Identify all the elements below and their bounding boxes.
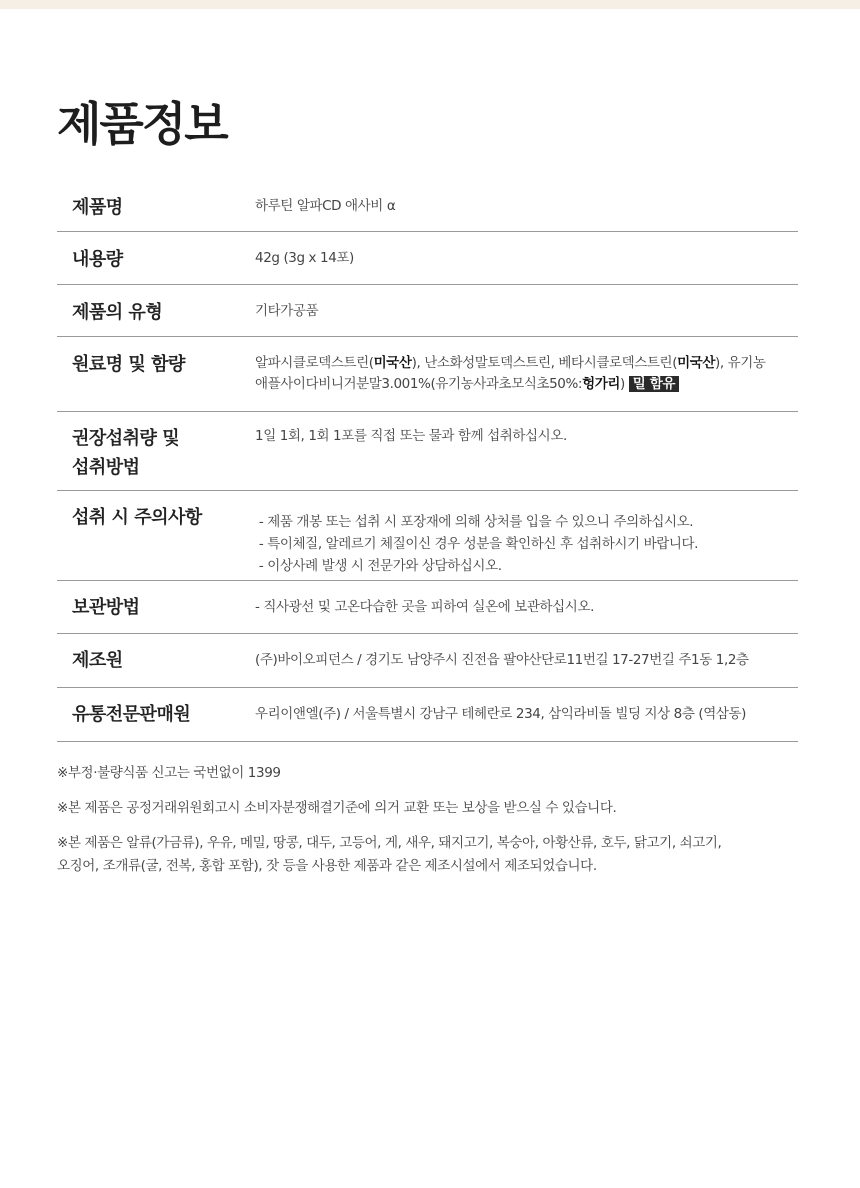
row-value: 기타가공품 bbox=[255, 303, 319, 319]
row-distributor bbox=[57, 688, 798, 742]
row-label: 제조원 bbox=[72, 650, 123, 671]
row-label: 섭취 시 주의사항 bbox=[72, 507, 202, 528]
row-label: 제품명 bbox=[72, 197, 123, 218]
row-label: 권장섭취량 및 섭취방법 bbox=[72, 428, 180, 478]
row-product-name bbox=[57, 180, 798, 232]
row-volume bbox=[57, 232, 798, 285]
row-precautions bbox=[57, 491, 798, 581]
row-value: 우리이앤엘(주) / 서울특별시 강남구 테헤란로 234, 삼익라비돌 빌딩 지상 8층 (역삼동) bbox=[255, 706, 747, 722]
row-intake-method bbox=[57, 412, 798, 491]
row-value bbox=[255, 503, 798, 580]
page-title: 제품정보 bbox=[57, 97, 227, 151]
top-accent-strip bbox=[0, 0, 860, 9]
row-label: 내용량 bbox=[72, 249, 123, 270]
row-label: 보관방법 bbox=[72, 597, 140, 618]
precaution-item: - 제품 개봉 또는 섭취 시 포장재에 의해 상처를 입을 수 있으니 주의하십시오. bbox=[255, 514, 694, 530]
notice-section bbox=[57, 762, 802, 890]
ingredients-line-1: 알파시클로덱스트린(미국산), 난소화성말토덱스트린, 베타시클로덱스트린(미국산), 유기농 bbox=[255, 355, 766, 371]
row-product-type bbox=[57, 285, 798, 337]
ingredients-line-2: 애플사이다비니거분말3.001%(유기농사과초모식초50%:헝가리) 밀 함유 bbox=[255, 374, 798, 395]
notice-report: ※부정·불량식품 신고는 국번없이 1399 bbox=[57, 765, 281, 781]
notice-compensation: ※본 제품은 공정거래위원회고시 소비자분쟁해결기준에 의거 교환 또는 보상을 받으실 수 있습니다. bbox=[57, 800, 617, 816]
precaution-item: - 특이체질, 알레르기 체질이신 경우 성분을 확인하신 후 섭취하시기 바랍니다. bbox=[255, 536, 699, 552]
allergen-badge: 밀 함유 bbox=[629, 376, 679, 392]
row-value: - 직사광선 및 고온다습한 곳을 피하여 실온에 보관하십시오. bbox=[255, 599, 594, 615]
row-label: 제품의 유형 bbox=[72, 302, 163, 323]
row-storage bbox=[57, 581, 798, 634]
row-value bbox=[255, 350, 798, 411]
notice-allergen-facility: ※본 제품은 알류(가금류), 우유, 메밀, 땅콩, 대두, 고등어, 게, 새우, 돼지고기, 복숭아, 아황산류, 호두, 닭고기, 쇠고기, 오징어, 조개류(굴, 전복, 홍합 포함), 잣 등을 사용한 제품과 같은 제조시설에서 제조되었습니다. bbox=[57, 835, 722, 874]
product-info-table bbox=[57, 180, 798, 742]
row-label: 유통전문판매원 bbox=[72, 704, 191, 725]
row-value: 42g (3g x 14포) bbox=[255, 250, 354, 266]
row-label: 원료명 및 함량 bbox=[72, 354, 185, 375]
row-ingredients bbox=[57, 337, 798, 412]
row-value: (주)바이오피던스 / 경기도 남양주시 진전읍 팔야산단로11번길 17-27번길 주1동 1,2층 bbox=[255, 652, 749, 668]
row-value: 하루틴 알파CD 애사비 α bbox=[255, 198, 396, 214]
row-manufacturer bbox=[57, 634, 798, 688]
precaution-item: - 이상사례 발생 시 전문가와 상담하십시오. bbox=[255, 558, 502, 574]
row-value: 1일 1회, 1회 1포를 직접 또는 물과 함께 섭취하십시오. bbox=[255, 428, 567, 444]
